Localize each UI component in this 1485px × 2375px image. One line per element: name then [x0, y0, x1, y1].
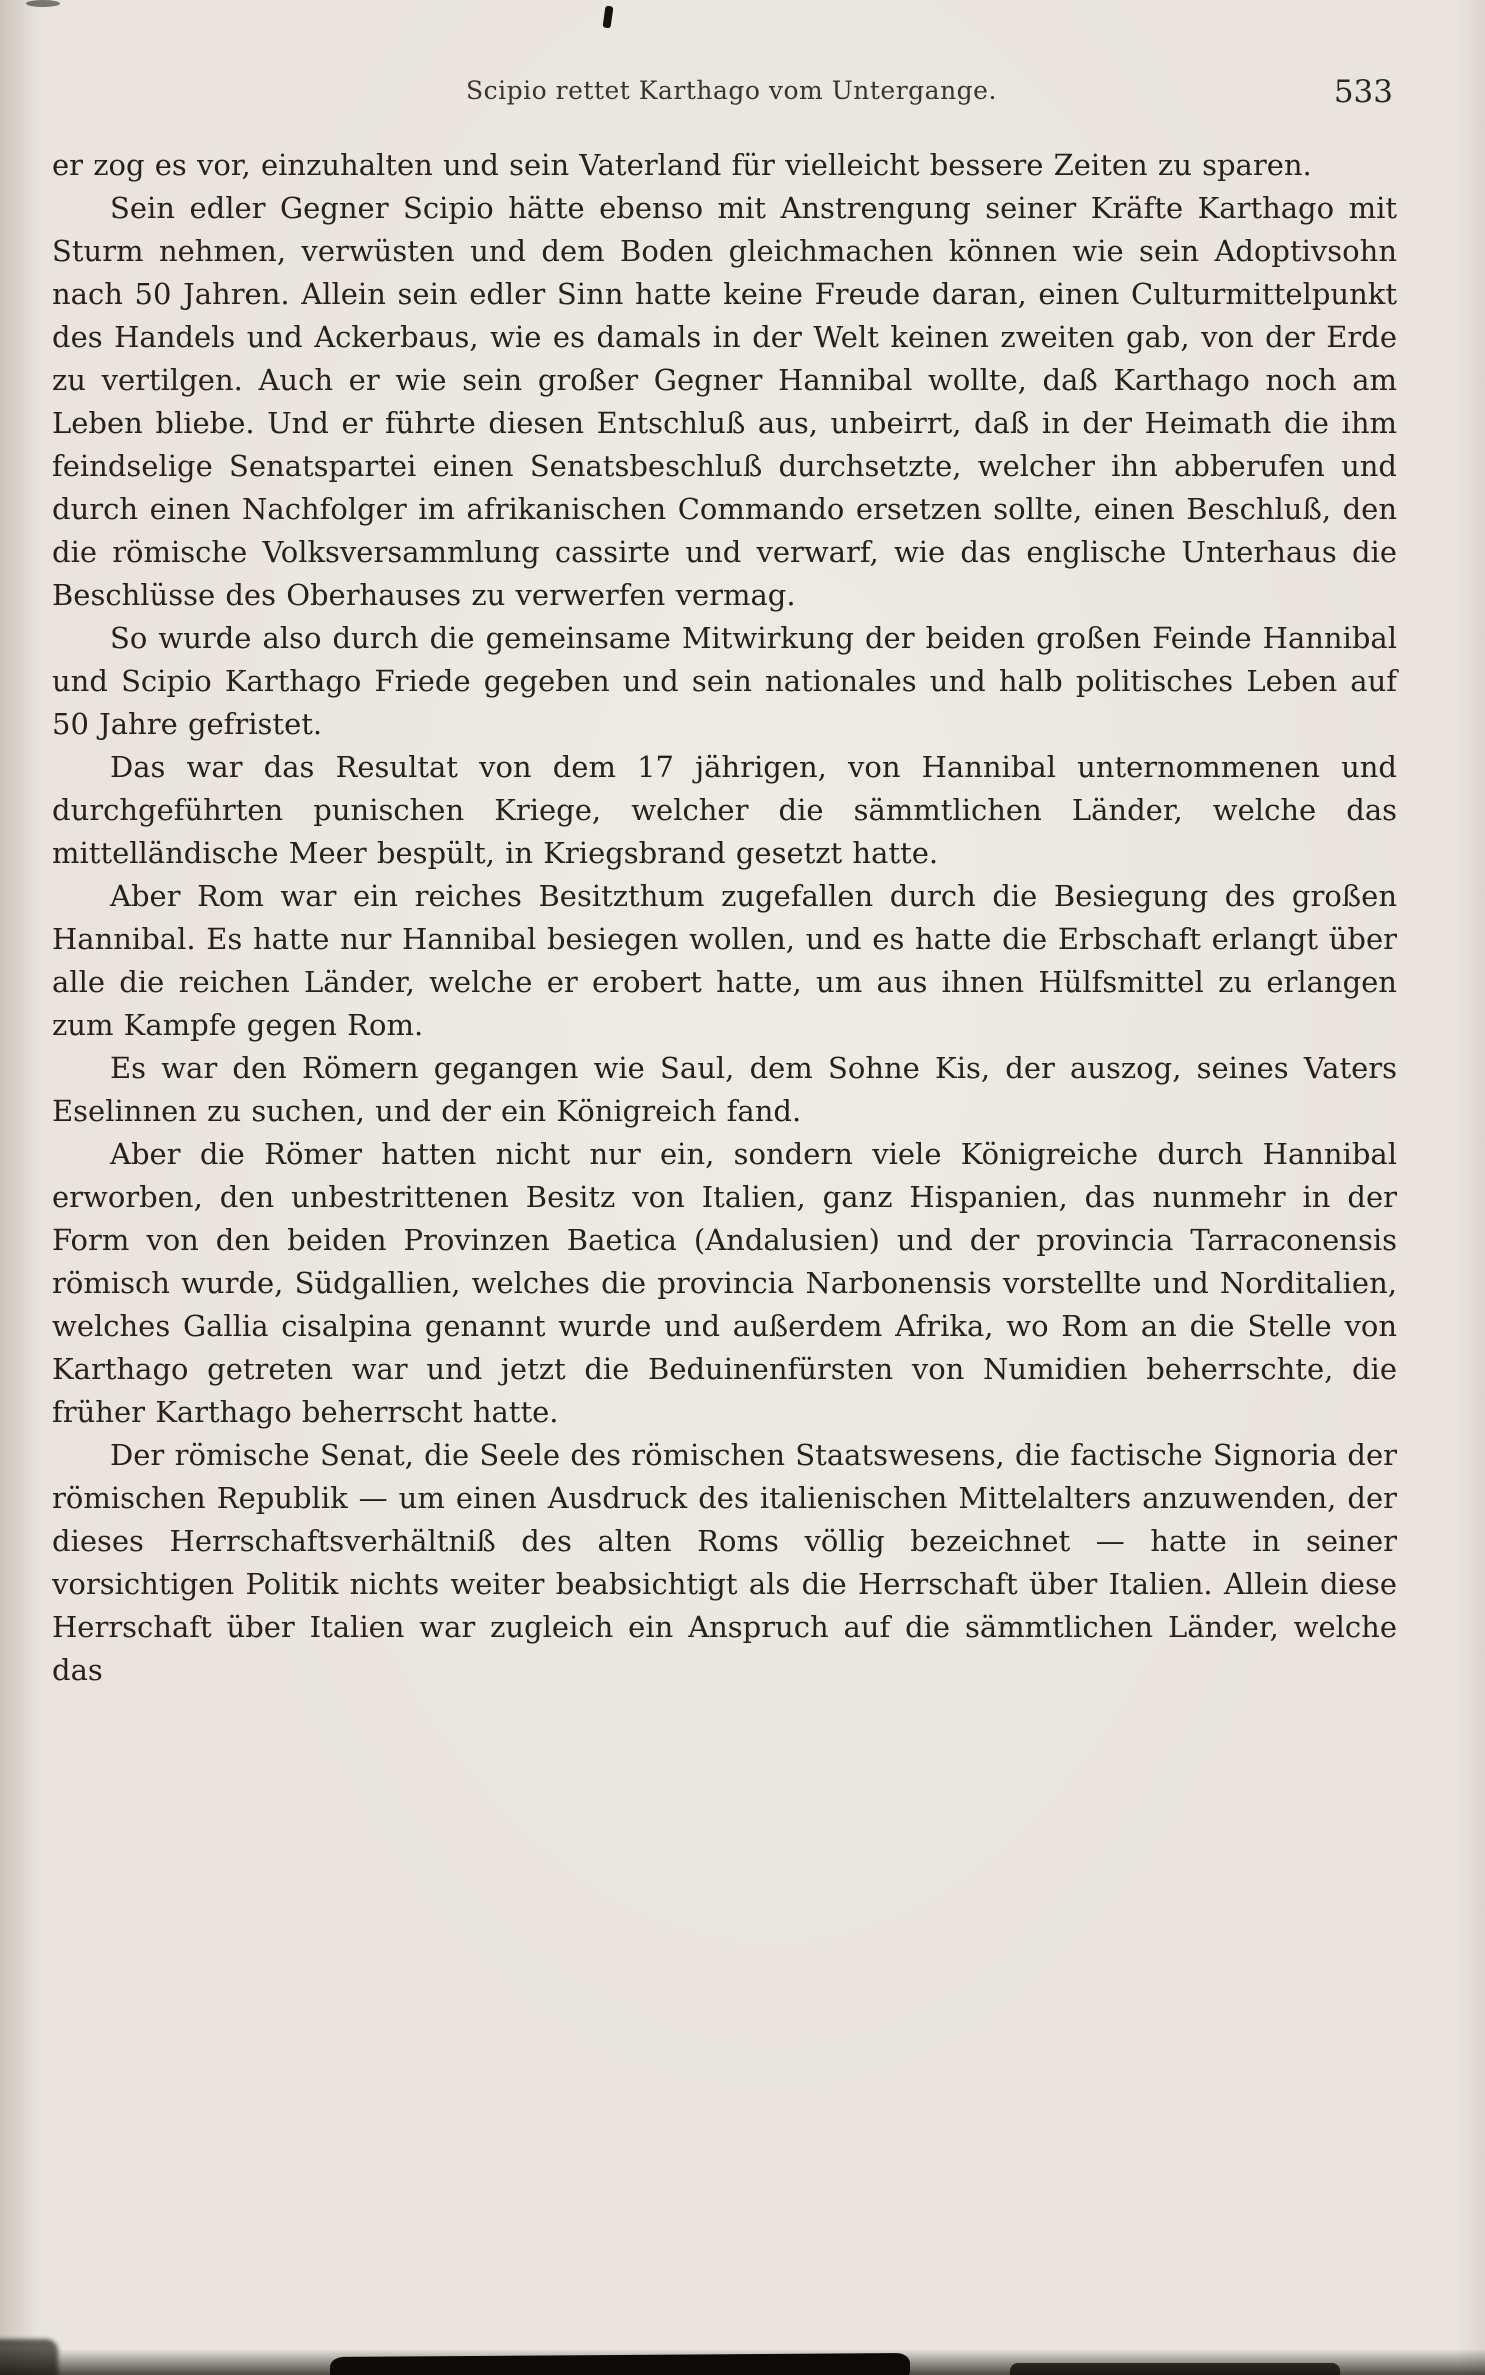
scan-artifact-top-center [603, 6, 614, 29]
scan-artifact-top-left [26, 0, 60, 7]
paragraph: Das war das Resultat von dem 17 jährigen, von Hannibal unternommenen und durchgeführten punischen Kriege, welcher die sämmtlichen Länder, welche das mittelländische Meer bespült, in Kriegsbrand gesetzt hatte. [52, 750, 1397, 870]
paragraph: So wurde also durch die gemeinsame Mitwirkung der beiden großen Feinde Hannibal und Scipio Karthago Friede gegeben und sein nationales und halb politisches Leben auf 50 Jahre gefristet. [52, 621, 1397, 741]
paragraph: Sein edler Gegner Scipio hätte ebenso mit Anstrengung seiner Kräfte Karthago mit Sturm nehmen, verwüsten und dem Boden gleichmachen können wie sein Adoptivsohn nach 50 Jahren. Allein sein edler Sinn hatte keine Freude daran, einen Culturmittelpunkt des Handels und Ackerbaus, wie es damals in der Welt keinen zweiten gab, von der Erde zu vertilgen. Auch er wie sein großer Gegner Hannibal wollte, daß Karthago noch am Leben bliebe. Und er führte diesen Entschluß aus, unbeirrt, daß in der Heimath die ihm feindselige Senatspartei einen Senatsbeschluß durchsetzte, welcher ihn abberufen und durch einen Nachfolger im afrikanischen Commando ersetzen sollte, einen Beschluß, den die römische Volksversammlung cassirte und verwarf, wie das englische Unterhaus die Beschlüsse des Oberhauses zu verwerfen vermag. [52, 191, 1397, 612]
paragraph: Aber die Römer hatten nicht nur ein, sondern viele Königreiche durch Hannibal erworben, den unbestrittenen Besitz von Italien, ganz Hispanien, das nunmehr in der Form von den beiden Provinzen Baetica (Andalusien) und der provincia Tarraconensis römisch wurde, Südgallien, welches die provincia Narbonensis vorstellte und Norditalien, welches Gallia cisalpina genannt wurde und außerdem Afrika, wo Rom an die Stelle von Karthago getreten war und jetzt die Beduinenfürsten von Numidien beherrschte, die früher Karthago beherrscht hatte. [52, 1137, 1397, 1429]
page-number: 533 [1333, 74, 1393, 110]
paragraph: er zog es vor, einzuhalten und sein Vaterland für vielleicht bessere Zeiten zu sparen. [52, 148, 1312, 182]
paragraph: Aber Rom war ein reiches Besitzthum zugefallen durch die Besiegung des großen Hannibal. Es hatte nur Hannibal besiegen wollen, und es hatte die Erbschaft erlangt über alle die reichen Länder, welche er erobert hatte, um aus ihnen Hülfsmittel zu erlangen zum Kampfe gegen Rom. [52, 879, 1397, 1042]
paragraph: Es war den Römern gegangen wie Saul, dem Sohne Kis, der auszog, seines Vaters Eselinnen zu suchen, und der ein Königreich fand. [52, 1051, 1397, 1128]
scan-artifact-bottom-left-corner [0, 2339, 58, 2375]
paragraph: Der römische Senat, die Seele des römischen Staatswesens, die factische Signoria der römischen Republik — um einen Ausdruck des italienischen Mittelalters anzuwenden, der dieses Herrschaftsverhältniß des alten Roms völlig bezeichnet — hatte in seiner vorsichtigen Politik nichts weiter beabsichtigt als die Herrschaft über Italien. Allein diese Herrschaft über Italien war zugleich ein Anspruch auf die sämmtlichen Länder, welche das [52, 1438, 1397, 1687]
running-title: Scipio rettet Karthago vom Untergange. [466, 76, 997, 105]
scan-artifact-bottom-streak [1010, 2363, 1340, 2375]
page-header [70, 76, 1393, 116]
scan-artifact-bottom-blob [330, 2353, 910, 2375]
scan-artifact-bottom-edge [0, 2349, 1485, 2375]
text-block [52, 144, 1397, 1692]
